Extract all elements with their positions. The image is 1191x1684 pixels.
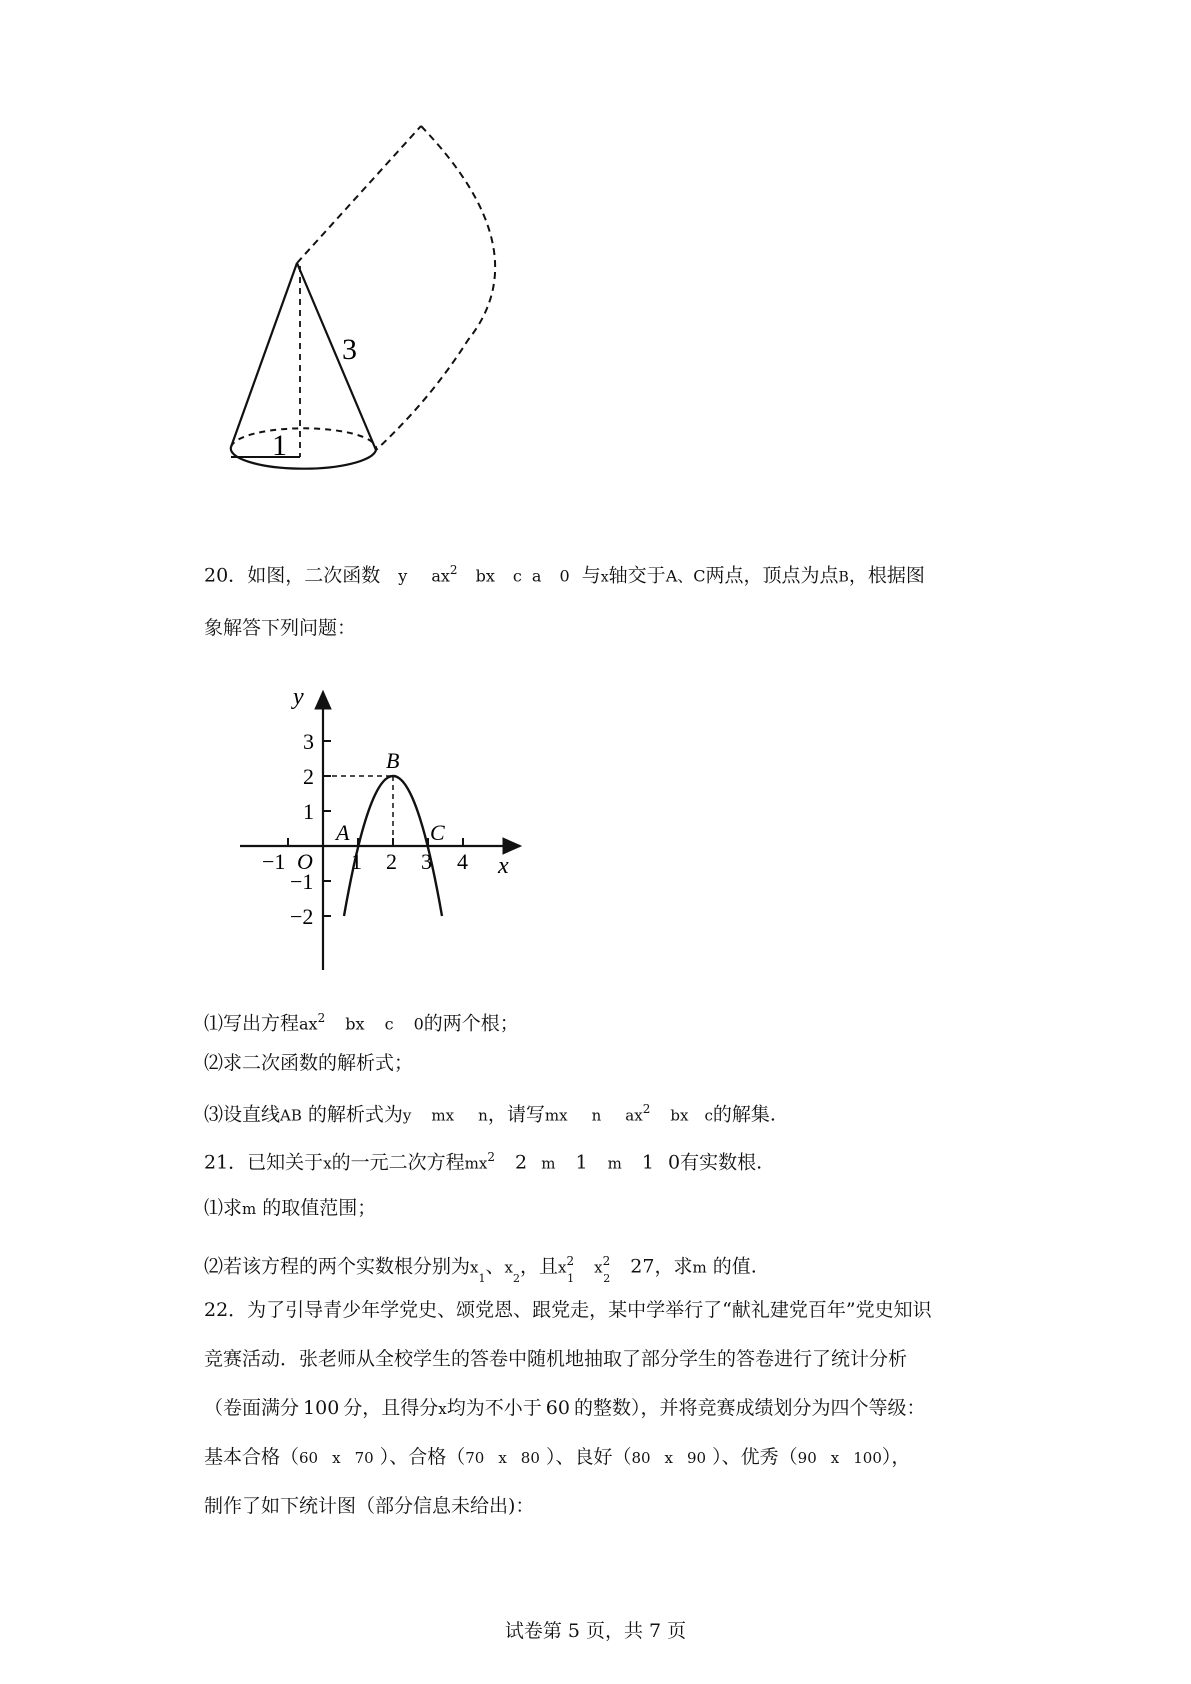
y-axis-label: y xyxy=(293,684,304,710)
q22-line1: 22．为了引导青少年学党史、颂党恩、跟党走，某中学举行了“献礼建党百年”党史知识 xyxy=(204,1299,932,1321)
q21-line1: 21．已知关于x的一元二次方程$mx^2$ 2 m 1 m 1 0有实数根. xyxy=(204,1150,763,1174)
parabola-figure xyxy=(230,680,530,980)
y-tick-label: −2 xyxy=(290,904,314,929)
q20-line1: 20．如图，二次函数 y $ax^2$ bx c a 0 与x轴交于A、C两点，顶点为点B，根据图 xyxy=(204,563,925,587)
q20-sub1: ⑴写出方程$ax^2$ bx c 0的两个根； xyxy=(204,1011,519,1035)
x-tick-label: 4 xyxy=(457,849,468,874)
x-tick-label: 2 xyxy=(386,849,397,874)
point-b-label: B xyxy=(386,748,400,773)
y-tick-label: −1 xyxy=(290,869,314,894)
q21-sub1: ⑴求m 的取值范围； xyxy=(204,1197,377,1219)
point-a-label: A xyxy=(336,820,350,845)
y-tick-label: 1 xyxy=(303,799,314,824)
x-axis-label: x xyxy=(498,853,509,879)
q22-line5: 制作了如下统计图（部分信息未给出)： xyxy=(204,1495,535,1517)
q20-line2: 象解答下列问题： xyxy=(204,617,357,639)
y-tick-label: 2 xyxy=(303,764,314,789)
x-tick-label: −1 xyxy=(262,849,286,874)
q22-line4: 基本合格（60 x 70 ）、合格（70 x 80 ）、良好（80 x 90 ）、优秀（90 x 100）， xyxy=(204,1446,911,1468)
point-c-label: C xyxy=(430,820,445,845)
y-tick-label: 3 xyxy=(303,729,314,754)
cone-radius-label: 1 xyxy=(272,429,287,462)
q21-sub2: ⑵若该方程的两个实数根分别为$x_1$、$x_2$，且$x^2_1$ $x^2_2$ 27，求m 的值. xyxy=(204,1254,757,1286)
q22-line2: 竞赛活动．张老师从全校学生的答卷中随机地抽取了部分学生的答卷进行了统计分析 xyxy=(204,1348,908,1370)
x-tick-label: 3 xyxy=(421,849,432,874)
origin-label: O xyxy=(297,849,313,874)
cone-slant-label: 3 xyxy=(342,333,357,366)
q20-sub3: ⑶设直线AB 的解析式为y mx n，请写mx n $ax^2$ bx c的解集. xyxy=(204,1102,776,1126)
q20-sub2: ⑵求二次函数的解析式； xyxy=(204,1052,414,1074)
cone-figure xyxy=(200,110,520,490)
q22-line3: （卷面满分 100 分，且得分x均为不小于 60 的整数），并将竞赛成绩划分为四个等级： xyxy=(204,1397,926,1419)
x-tick-label: 1 xyxy=(351,849,362,874)
page-footer: 试卷第 5 页，共 7 页 xyxy=(504,1620,687,1642)
